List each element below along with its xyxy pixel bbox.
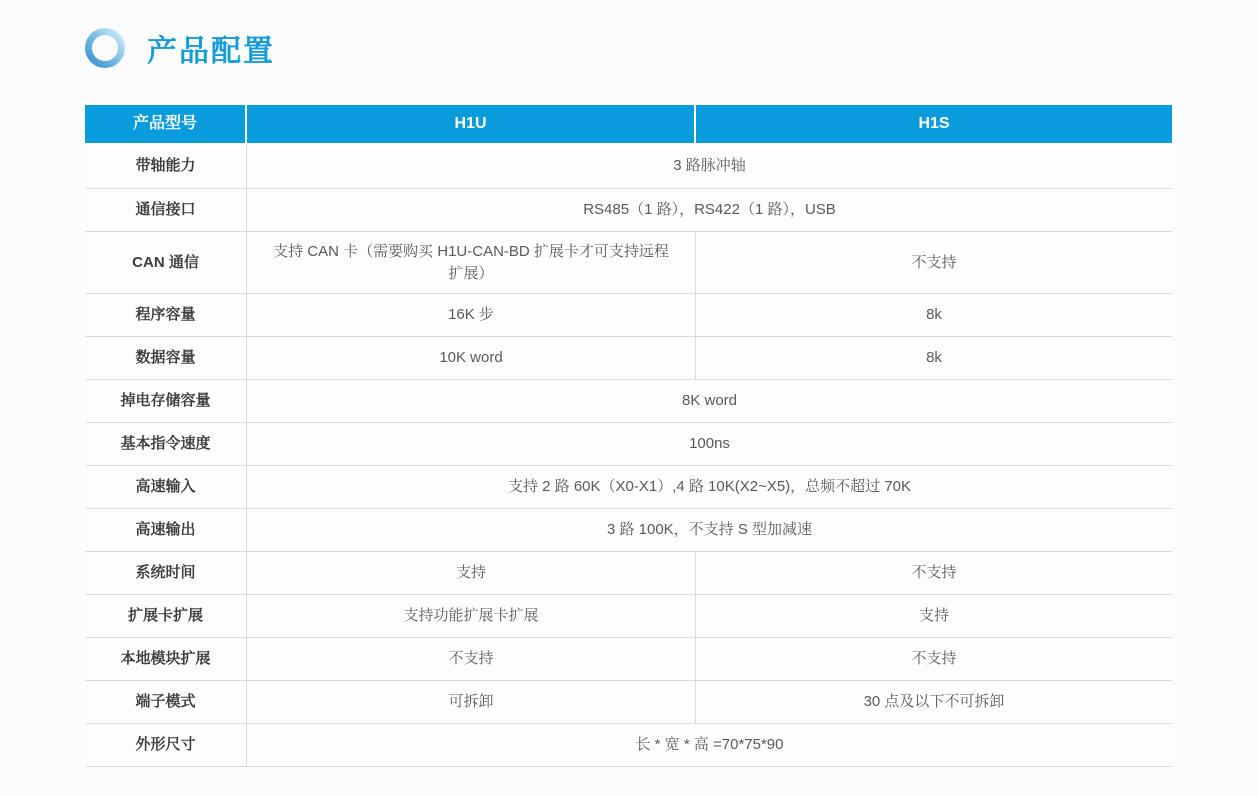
row-value-h1s: 30 点及以下不可拆卸	[863, 693, 1005, 711]
row-label: 端子模式	[85, 681, 247, 723]
row-label: 基本指令速度	[85, 423, 247, 465]
row-value-h1s: 支持	[918, 607, 949, 625]
table-row-retentive-memory	[85, 380, 1172, 423]
table-row-instruction-speed	[85, 423, 1172, 466]
table-row-dimensions	[85, 724, 1172, 767]
row-value-h1u: 支持	[247, 552, 696, 594]
row-label: 程序容量	[85, 294, 247, 336]
row-value-span: 3 路脉冲轴	[673, 156, 746, 174]
row-value-h1u: 不支持	[247, 638, 696, 680]
row-value-h1u: 支持 CAN 卡（需要购买 H1U-CAN-BD 扩展卡才可支持远程扩展）	[247, 232, 696, 293]
row-value-span: RS485（1 路），RS422（1 路），USB	[583, 201, 836, 219]
row-label: 外形尺寸	[85, 724, 247, 766]
table-row-can-comm	[85, 232, 1172, 294]
row-label: 本地模块扩展	[85, 638, 247, 680]
row-label: 通信接口	[85, 189, 247, 231]
row-value-span: 8K word	[681, 392, 738, 410]
row-value-h1s: 不支持	[911, 253, 957, 271]
row-label: 掉电存储容量	[85, 380, 247, 422]
row-value-span: 100ns	[689, 435, 730, 453]
header-product-model: 产品型号	[85, 105, 247, 143]
row-value-h1u: 支持功能扩展卡扩展	[247, 595, 696, 637]
row-value-h1u: 可拆卸	[247, 681, 696, 723]
ring-icon-hole	[92, 35, 118, 61]
product-spec-table	[85, 105, 1172, 767]
table-row-system-time	[85, 552, 1172, 595]
row-value-span: 支持 2 路 60K（X0-X1）,4 路 10K(X2~X5)，总频不超过 70K	[507, 478, 912, 496]
row-value-h1s: 不支持	[911, 650, 957, 668]
table-row-terminal-mode	[85, 681, 1172, 724]
page-title: 产品配置	[147, 35, 275, 68]
table-row-program-capacity	[85, 294, 1172, 337]
row-label: 带轴能力	[85, 143, 247, 188]
row-label: 高速输出	[85, 509, 247, 551]
table-row-local-module-expansion	[85, 638, 1172, 681]
header-h1u: H1U	[247, 105, 696, 143]
section-title-bar	[85, 26, 275, 70]
row-value-span: 长 * 宽 * 高 =70*75*90	[635, 736, 784, 754]
row-value-h1u: 16K 步	[247, 294, 696, 336]
table-body	[85, 143, 1172, 767]
row-value-h1u: 10K word	[247, 337, 696, 379]
row-label: 扩展卡扩展	[85, 595, 247, 637]
row-value-h1s: 不支持	[911, 564, 957, 582]
table-row-axis-capability	[85, 143, 1172, 189]
table-row-comm-interface	[85, 189, 1172, 232]
row-value-h1s: 8k	[926, 349, 942, 367]
table-row-data-capacity	[85, 337, 1172, 380]
row-label: 系统时间	[85, 552, 247, 594]
gradient-ring-icon	[85, 28, 125, 68]
table-row-high-speed-output	[85, 509, 1172, 552]
row-value-h1s: 8k	[926, 306, 942, 324]
table-row-high-speed-input	[85, 466, 1172, 509]
header-h1s: H1S	[918, 115, 950, 133]
row-value-span: 3 路 100K，不支持 S 型加减速	[606, 521, 813, 539]
row-label: CAN 通信	[85, 232, 247, 293]
table-row-expansion-card	[85, 595, 1172, 638]
table-header-row	[85, 105, 1172, 143]
row-label: 数据容量	[85, 337, 247, 379]
row-label: 高速输入	[85, 466, 247, 508]
